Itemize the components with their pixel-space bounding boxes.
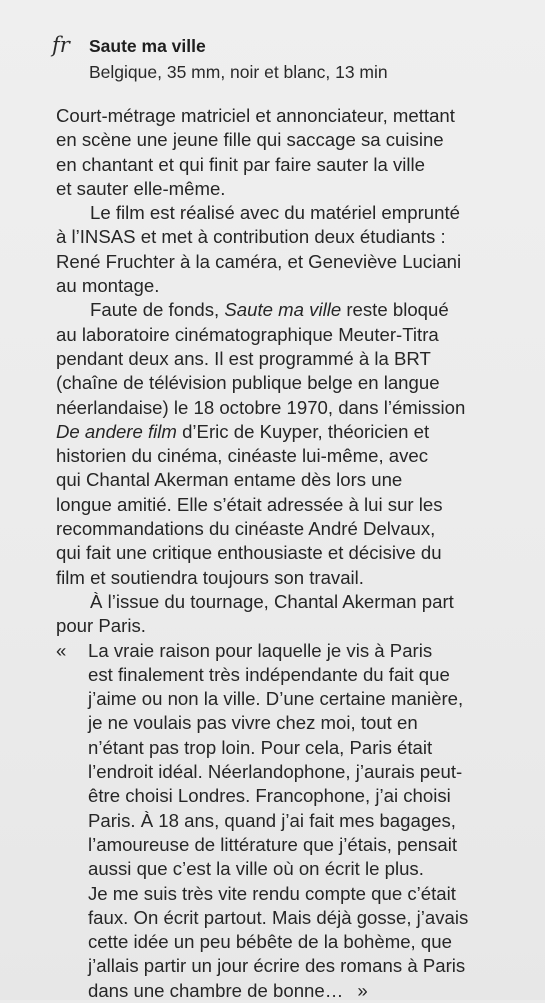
text-segment: d’Eric de Kuyper, théoricien et xyxy=(176,420,430,442)
film-title-italic: Saute ma ville xyxy=(224,299,342,321)
text-line: Le film est réalisé avec du matériel emprunté xyxy=(90,202,460,224)
text-segment: dans une chambre de bonne… xyxy=(88,979,344,1001)
quote-line: l’endroit idéal. Néerlandophone, j’aurais peut- xyxy=(88,761,463,783)
text-line: (chaîne de télévision publique belge en langue xyxy=(56,372,440,394)
text-line: Court-métrage matriciel et annonciateur, mettant xyxy=(56,105,455,126)
language-marker: fr xyxy=(52,33,70,57)
text-line xyxy=(56,420,526,444)
quote-line: La vraie raison pour laquelle je vis à Paris xyxy=(88,639,433,661)
text-line: René Fruchter à la caméra, et Geneviève Luciani xyxy=(56,250,462,272)
paragraph-3 xyxy=(56,298,526,590)
text-line: historien du cinéma, cinéaste lui-même, avec xyxy=(56,445,429,467)
text-line: au montage. xyxy=(56,275,160,297)
text-line: recommandations du cinéaste André Delvaux, xyxy=(56,518,436,540)
text-line: pour Paris. xyxy=(56,615,146,637)
text-line: et sauter elle-même. xyxy=(56,177,226,199)
quote-line xyxy=(56,979,526,1003)
article-body xyxy=(56,104,526,1003)
quote-line: j’allais partir un jour écrire des romans à Paris xyxy=(88,955,466,977)
quote-line: Je me suis très vite rendu compte que c’était xyxy=(88,882,456,904)
quotation xyxy=(56,639,526,1003)
text-line: film et soutiendra toujours son travail. xyxy=(56,566,364,588)
program-title-italic: De andere film xyxy=(56,420,177,442)
paragraph-4 xyxy=(56,590,526,639)
text-line: longue amitié. Elle s’était adressée à lui sur les xyxy=(56,493,443,515)
quote-line: Paris. À 18 ans, quand j’ai fait mes bagages, xyxy=(88,809,456,831)
quote-line: je ne voulais pas vivre chez moi, tout en xyxy=(88,712,418,734)
quote-line: est finalement très indépendante du fait que xyxy=(88,663,450,685)
paragraph-1 xyxy=(56,104,526,201)
close-quote-mark: » xyxy=(357,979,368,1001)
quote-line: n’étant pas trop loin. Pour cela, Paris était xyxy=(88,736,433,758)
text-line: à l’INSAS et met à contribution deux étudiants : xyxy=(56,226,446,248)
paragraph-2 xyxy=(56,201,526,298)
quote-line: aussi que c’est la ville où on écrit le plus. xyxy=(88,858,424,880)
quote-line: l’amoureuse de littérature que j’étais, pensait xyxy=(88,833,457,855)
film-details: Belgique, 35 mm, noir et blanc, 13 min xyxy=(89,62,388,82)
text-line: À l’issue du tournage, Chantal Akerman part xyxy=(90,590,454,612)
film-title: Saute ma ville xyxy=(89,36,206,56)
text-line: pendant deux ans. Il est programmé à la BRT xyxy=(56,347,431,369)
text-line xyxy=(56,298,526,322)
text-line: en chantant et qui finit par faire sauter la ville xyxy=(56,153,425,175)
quote-line: être choisi Londres. Francophone, j’ai choisi xyxy=(88,785,451,807)
text-line: qui Chantal Akerman entame dès lors une xyxy=(56,469,403,491)
quote-line: faux. On écrit partout. Mais déjà gosse, j’avais xyxy=(88,906,469,928)
text-line: néerlandaise) le 18 octobre 1970, dans l’émission xyxy=(56,396,466,418)
text-segment: reste bloqué xyxy=(341,299,449,321)
text-line: qui fait une critique enthousiaste et décisive du xyxy=(56,542,442,564)
text-line: au laboratoire cinématographique Meuter-Titra xyxy=(56,323,439,345)
open-quote-mark: « xyxy=(56,639,67,661)
quote-line: cette idée un peu bébête de la bohème, que xyxy=(88,931,452,953)
text-segment: Faute de fonds, xyxy=(90,299,225,321)
text-line: en scène une jeune fille qui saccage sa cuisine xyxy=(56,129,444,151)
quote-line: j’aime ou non la ville. D’une certaine manière, xyxy=(88,688,464,710)
